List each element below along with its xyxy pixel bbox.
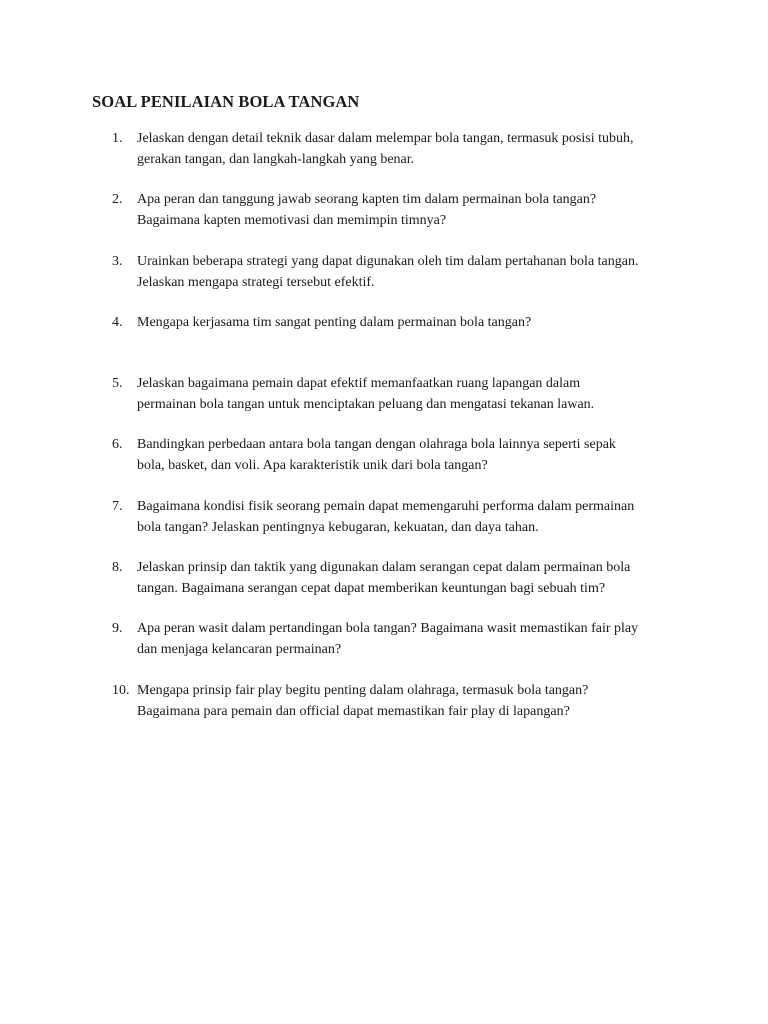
question-number: 7.	[112, 498, 123, 514]
question-text	[137, 312, 682, 333]
question-text	[137, 128, 682, 170]
question-list	[0, 128, 768, 741]
question-text	[137, 496, 682, 538]
question-item	[0, 251, 768, 312]
question-text	[137, 373, 682, 415]
question-item	[0, 618, 768, 679]
question-line: Mengapa kerjasama tim sangat penting dalam permainan bola tangan?	[137, 314, 532, 330]
question-text	[137, 557, 682, 599]
question-item	[0, 680, 768, 741]
question-line: Jelaskan mengapa strategi tersebut efektif.	[137, 274, 375, 290]
question-item	[0, 434, 768, 495]
question-line: Bagaimana kapten memotivasi dan memimpin timnya?	[137, 213, 447, 229]
question-line: permainan bola tangan untuk menciptakan peluang dan mengatasi tekanan lawan.	[137, 397, 595, 413]
question-line: Mengapa prinsip fair play begitu penting dalam olahraga, termasuk bola tangan?	[137, 682, 589, 698]
question-line: Jelaskan prinsip dan taktik yang digunakan dalam serangan cepat dalam permainan bola	[137, 560, 631, 576]
question-line: Bandingkan perbedaan antara bola tangan dengan olahraga bola lainnya seperti sepak	[137, 437, 616, 453]
question-item	[0, 128, 768, 189]
question-item	[0, 312, 768, 373]
question-text	[137, 251, 682, 293]
question-line: Apa peran wasit dalam pertandingan bola tangan? Bagaimana wasit memastikan fair play	[137, 621, 639, 637]
question-line: Bagaimana para pemain dan official dapat memastikan fair play di lapangan?	[137, 703, 570, 719]
question-line: Jelaskan bagaimana pemain dapat efektif memanfaatkan ruang lapangan dalam	[137, 376, 581, 392]
question-line: Apa peran dan tanggung jawab seorang kapten tim dalam permainan bola tangan?	[137, 192, 597, 208]
question-line: Urainkan beberapa strategi yang dapat digunakan oleh tim dalam pertahanan bola tangan.	[137, 253, 639, 269]
question-item	[0, 373, 768, 434]
question-number: 5.	[112, 376, 123, 392]
question-line: bola tangan? Jelaskan pentingnya kebugaran, kekuatan, dan daya tahan.	[137, 519, 539, 535]
question-number: 1.	[112, 131, 123, 146]
question-number: 9.	[112, 621, 123, 637]
question-number: 6.	[112, 437, 123, 453]
question-number: 8.	[112, 560, 123, 576]
question-line: dan menjaga kelancaran permainan?	[137, 642, 342, 658]
question-number: 4.	[112, 314, 123, 330]
question-item	[0, 557, 768, 618]
question-text	[137, 618, 682, 660]
question-line: Bagaimana kondisi fisik seorang pemain dapat memengaruhi performa dalam permainan	[137, 498, 635, 514]
question-line: Jelaskan dengan detail teknik dasar dalam melempar bola tangan, termasuk posisi tubuh,	[137, 131, 634, 146]
question-item	[0, 496, 768, 557]
document-title: SOAL PENILAIAN BOLA TANGAN	[92, 92, 360, 111]
question-text	[137, 434, 682, 476]
question-text	[137, 189, 682, 231]
question-number: 2.	[112, 192, 123, 208]
question-text	[137, 680, 682, 722]
question-line: bola, basket, dan voli. Apa karakteristik unik dari bola tangan?	[137, 458, 488, 474]
question-number: 10.	[112, 682, 130, 698]
question-line: tangan. Bagaimana serangan cepat dapat memberikan keuntungan bagi sebuah tim?	[137, 581, 606, 597]
question-line: gerakan tangan, dan langkah-langkah yang benar.	[137, 152, 415, 167]
question-item	[0, 189, 768, 250]
question-number: 3.	[112, 253, 123, 269]
